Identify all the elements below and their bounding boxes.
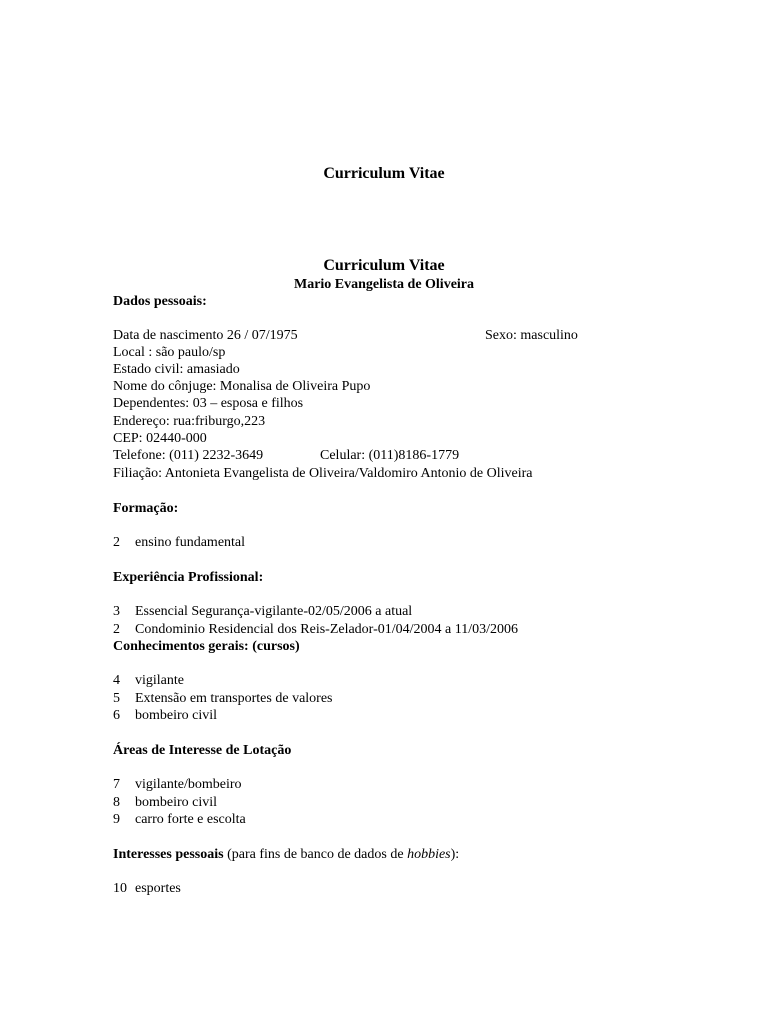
mobile: Celular: (011)8186-1779 [320, 448, 460, 463]
interesses-heading [113, 846, 459, 863]
list-item [113, 534, 245, 551]
list-text: Essencial Segurança-vigilante-02/05/2006 a atual [135, 604, 413, 619]
list-text: carro forte e escolta [135, 812, 246, 827]
birthplace: Local : são paulo/sp [113, 345, 226, 360]
formacao-heading: Formação: [113, 501, 179, 516]
list-number: 4 [113, 673, 120, 688]
address: Endereço: rua:friburgo,223 [113, 414, 266, 429]
areas-heading: Áreas de Interesse de Lotação [113, 743, 292, 758]
list-item [113, 603, 412, 620]
list-item [113, 811, 246, 828]
conhecimentos-heading: Conhecimentos gerais: (cursos) [113, 639, 300, 654]
list-text: vigilante/bombeiro [135, 777, 242, 792]
list-number: 2 [113, 535, 120, 550]
list-number: 7 [113, 777, 120, 792]
list-item [113, 672, 184, 689]
list-item [113, 621, 518, 638]
list-text: bombeiro civil [135, 708, 218, 723]
dependents: Dependentes: 03 – esposa e filhos [113, 396, 304, 411]
postal-code: CEP: 02440-000 [113, 431, 207, 446]
list-text: Extensão em transportes de valores [135, 691, 333, 706]
document-title: Curriculum Vitae [323, 257, 445, 274]
list-item [113, 880, 181, 897]
experiencia-heading: Experiência Profissional: [113, 570, 264, 585]
interesses-heading-rest: (para fins de banco de dados de [223, 847, 408, 862]
list-item [113, 794, 217, 811]
parents: Filiação: Antonieta Evangelista de Oliveira/Valdomiro Antonio de Oliveira [113, 466, 533, 481]
spouse: Nome do cônjuge: Monalisa de Oliveira Pupo [113, 379, 371, 394]
candidate-name: Mario Evangelista de Oliveira [293, 277, 475, 292]
marital-status: Estado civil: amasiado [113, 362, 240, 377]
list-item [113, 707, 217, 724]
interesses-heading-end: ): [450, 847, 460, 862]
list-text: Condominio Residencial dos Reis-Zelador-01/04/2004 a 11/03/2006 [135, 622, 518, 637]
list-number: 2 [113, 622, 120, 637]
header-title: Curriculum Vitae [323, 165, 445, 182]
list-number: 10 [113, 881, 127, 896]
birth-date: Data de nascimento 26 / 07/1975 [113, 328, 298, 343]
list-text: bombeiro civil [135, 795, 218, 810]
list-text: esportes [135, 881, 181, 896]
list-number: 6 [113, 708, 120, 723]
list-item [113, 690, 333, 707]
interesses-heading-italic: hobbies [407, 847, 451, 862]
sex: Sexo: masculino [485, 328, 578, 343]
phone: Telefone: (011) 2232-3649 [113, 448, 264, 463]
list-number: 3 [113, 604, 120, 619]
list-text: ensino fundamental [135, 535, 246, 550]
list-text: vigilante [135, 673, 184, 688]
dados-heading: Dados pessoais: [113, 294, 207, 309]
interesses-heading-bold: Interesses pessoais [113, 847, 224, 862]
list-number: 8 [113, 795, 120, 810]
list-item [113, 776, 242, 793]
list-number: 9 [113, 812, 120, 827]
list-number: 5 [113, 691, 120, 706]
